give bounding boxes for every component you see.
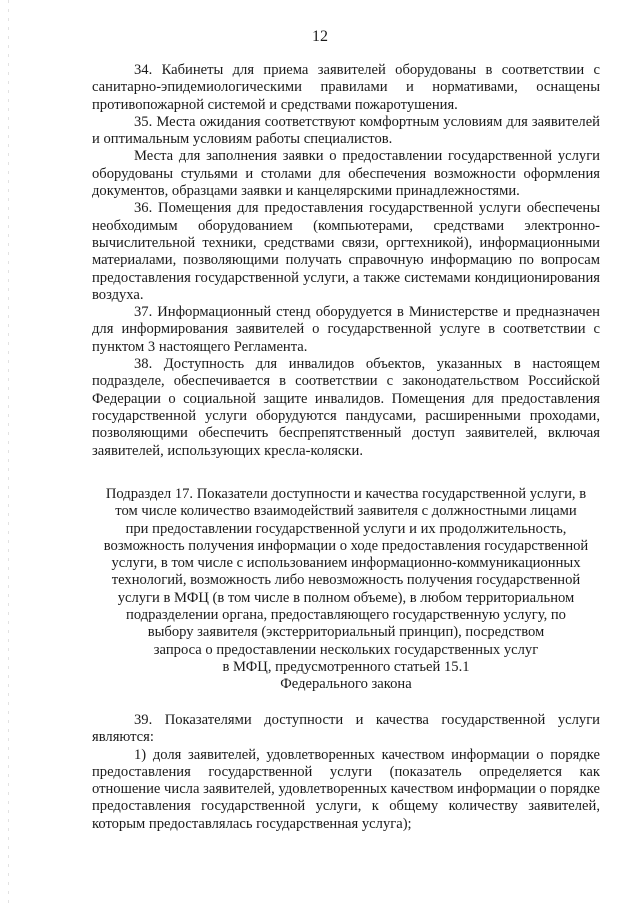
paragraph-38: 38. Доступность для инвалидов объектов, указанных в настоящем подразделе, обеспечивается в соответствии с законодательством Российской Федерации о социальной защите инвалидов. Помещения для предоставления государственной услуги оборудуются пандусами, расширенными проходами, позволяющими обеспечить беспрепятственный доступ заявителей, включая заявителей, использующих кресла-коляски. xyxy=(92,356,600,459)
heading-line: подразделении органа, предоставляющего государственную услугу, по xyxy=(126,607,566,624)
heading-line: Федерального закона xyxy=(280,676,412,693)
paragraph-39-item-1: 1) доля заявителей, удовлетворенных качеством информации о порядке предоставления государственной услуги (показатель определяется как отношение числа заявителей, удовлетворенных качеством информации о порядке предоставления государственной услуги, к общему количеству заявителей, которым предоставлялась государственная услуга); xyxy=(92,746,600,832)
heading-line: услуги в МФЦ (в том числе в полном объеме), в любом территориальном xyxy=(117,589,575,606)
heading-line: выбору заявителя (экстерриториальный принцип), посредством xyxy=(147,624,545,641)
heading-line: Подраздел 17. Показатели доступности и качества государственной услуги, в xyxy=(105,486,587,502)
regulation-body-bottom xyxy=(92,712,600,833)
paragraph-36: 36. Помещения для предоставления государственной услуги обеспечены необходимым оборудованием (компьютерами, средствами электронно-вычислительной техники, средствами связи, оргтехникой), информационными материалами, позволяющими получать справочную информацию по вопросам предоставления государственной услуги, а также системами кондиционирования воздуха. xyxy=(92,200,600,303)
page-number: 12 xyxy=(312,28,328,45)
paragraph-37: 37. Информационный стенд оборудуется в Министерстве и предназначен для информирования заявителей о государственной услуге в соответствии с пунктом 3 настоящего Регламента. xyxy=(92,304,600,355)
heading-line: том числе количество взаимодействий заявителя с должностными лицами xyxy=(115,503,577,520)
heading-line: возможность получения информации о ходе предоставления государственной xyxy=(103,537,589,554)
heading-line: услуги, в том числе с использованием информационно-коммуникационных xyxy=(111,555,581,572)
paragraph-39: 39. Показателями доступности и качества государственной услуги являются: xyxy=(92,712,600,746)
paragraph-35: 35. Места ожидания соответствуют комфортным условиям для заявителей и оптимальным условиям работы специалистов. xyxy=(92,113,600,148)
paragraph-34: 34. Кабинеты для приема заявителей оборудованы в соответствии с санитарно-эпидемиологическими правилами и нормативами, оснащены противопожарной системой и средствами пожаротушения. xyxy=(92,62,600,113)
regulation-body-top xyxy=(92,62,600,460)
scan-edge-mark xyxy=(8,0,9,905)
paragraph-application-places: Места для заполнения заявки о предоставлении государственной услуги оборудованы стульями и столами для обеспечения возможности оформления документов, образцами заявки и канцелярскими принадлежностями. xyxy=(92,148,600,200)
heading-line: при предоставлении государственной услуги и их продолжительность, xyxy=(125,520,567,537)
heading-line: технологий, возможность либо невозможность получения государственной xyxy=(111,572,581,589)
heading-line: запроса о предоставлении нескольких государственных услуг xyxy=(153,641,539,658)
heading-line: в МФЦ, предусмотренного статьей 15.1 xyxy=(222,658,470,675)
subsection-17-heading xyxy=(88,486,604,694)
